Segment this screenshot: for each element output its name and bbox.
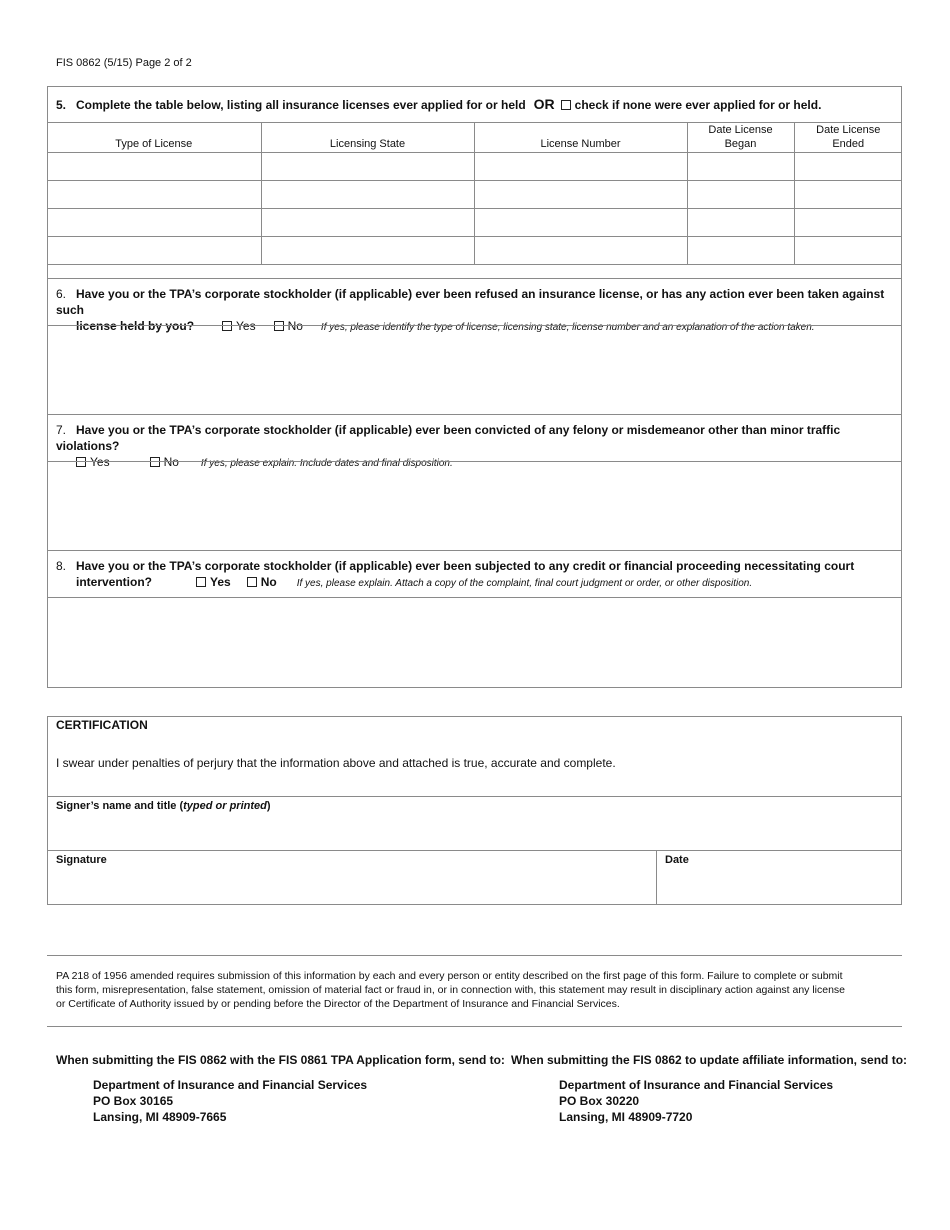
certification-title: CERTIFICATION <box>56 718 148 732</box>
license-table <box>47 122 902 265</box>
column-header: Type of License <box>47 122 261 152</box>
question-8-note: If yes, please explain. Attach a copy of the complaint, final court judgment or order, or other disposition. <box>296 578 753 589</box>
question-number: 6. <box>56 287 67 301</box>
none-checkbox[interactable] <box>561 100 571 110</box>
no-label: No <box>287 319 303 333</box>
table-cell[interactable] <box>47 236 261 264</box>
table-cell[interactable] <box>261 208 474 236</box>
divider <box>47 550 902 551</box>
certification-statement: I swear under penalties of perjury that the information above and attached is true, accurate and complete. <box>56 756 616 770</box>
legal-notice: PA 218 of 1956 amended requires submission of this information by each and every person or entity described on the first page of this form. Failure to complete or submit this form, misrepresentation, false statement, omission of material fact or fraud in, or in connection with, this statement may result in disciplinary action against any license or Certificate of Authority issued by or pending before the Director of the Department of Insurance and Financial Services. <box>56 970 846 1010</box>
table-cell[interactable] <box>474 180 687 208</box>
or-label: OR <box>533 96 555 112</box>
divider <box>47 278 902 279</box>
signer-label-italic: typed or printed <box>183 800 267 812</box>
table-cell[interactable] <box>687 208 794 236</box>
table-cell[interactable] <box>474 236 687 264</box>
table-cell[interactable] <box>47 180 261 208</box>
table-cell[interactable] <box>47 208 261 236</box>
address-line: Department of Insurance and Financial Services <box>559 1078 834 1092</box>
yes-label: Yes <box>90 455 110 469</box>
question-5 <box>56 96 896 113</box>
divider <box>47 850 902 851</box>
send-left-address <box>93 1077 367 1125</box>
table-cell[interactable] <box>687 180 794 208</box>
date-label: Date <box>665 854 689 866</box>
question-number: 5. <box>56 98 67 112</box>
question-number: 8. <box>56 559 67 573</box>
send-right-heading: When submitting the FIS 0862 to update affiliate information, send to: <box>511 1053 908 1067</box>
table-cell[interactable] <box>794 236 902 264</box>
address-line: Department of Insurance and Financial Services <box>93 1078 368 1092</box>
address-line: Lansing, MI 48909-7720 <box>559 1110 693 1124</box>
table-cell[interactable] <box>261 236 474 264</box>
no-label: No <box>163 455 179 469</box>
address-line: Lansing, MI 48909-7665 <box>93 1110 227 1124</box>
signature-field[interactable] <box>48 868 655 903</box>
question-6-note: If yes, please identify the type of license, licensing state, license number and an explanation of the action taken. <box>320 322 815 333</box>
divider <box>656 850 657 904</box>
table-cell[interactable] <box>687 152 794 180</box>
question-8-text-cont: intervention? <box>76 575 153 589</box>
table-row <box>47 152 902 180</box>
signer-label-end: ) <box>266 800 271 812</box>
table-cell[interactable] <box>687 236 794 264</box>
no-checkbox[interactable] <box>247 577 257 587</box>
table-row <box>47 236 902 264</box>
date-field[interactable] <box>658 868 901 903</box>
table-cell[interactable] <box>474 152 687 180</box>
column-header: License Number <box>474 122 687 152</box>
column-header-text: Date License Began <box>708 123 773 150</box>
signer-label-text: Signer’s name and title ( <box>56 800 184 812</box>
divider <box>47 796 902 797</box>
question-8 <box>56 558 896 592</box>
table-cell[interactable] <box>794 180 902 208</box>
yes-checkbox[interactable] <box>196 577 206 587</box>
table-cell[interactable] <box>794 152 902 180</box>
signature-label: Signature <box>56 854 107 866</box>
table-row <box>47 180 902 208</box>
question-number: 7. <box>56 423 67 437</box>
form-id: FIS 0862 (5/15) Page 2 of 2 <box>56 57 192 69</box>
signer-name-field[interactable] <box>48 814 901 849</box>
send-right-address <box>559 1077 833 1125</box>
yes-label: Yes <box>236 319 256 333</box>
question-6-text: Have you or the TPA’s corporate stockholder (if applicable) ever been refused an insurance license, or has any action ever been taken against such <box>56 287 885 317</box>
answer-8-area[interactable] <box>48 598 901 687</box>
divider <box>47 955 902 956</box>
none-checkbox-label: check if none were ever applied for or held. <box>574 98 822 112</box>
table-cell[interactable] <box>47 152 261 180</box>
send-left-heading: When submitting the FIS 0862 with the FIS 0861 TPA Application form, send to: <box>56 1053 505 1067</box>
column-header-text: Date License Ended <box>816 123 881 150</box>
answer-6-area[interactable] <box>48 326 901 414</box>
yes-label: Yes <box>210 575 231 589</box>
table-row <box>47 208 902 236</box>
signer-name-label <box>56 800 271 812</box>
question-6-text-cont: license held by you? <box>76 319 195 333</box>
table-cell[interactable] <box>261 180 474 208</box>
question-7-note: If yes, please explain. Include dates and final disposition. <box>200 458 453 469</box>
address-line: PO Box 30165 <box>93 1094 174 1108</box>
address-line: PO Box 30220 <box>559 1094 640 1108</box>
divider <box>47 414 902 415</box>
column-header: Licensing State <box>261 122 474 152</box>
divider <box>47 1026 902 1027</box>
table-cell[interactable] <box>261 152 474 180</box>
column-header <box>794 122 902 152</box>
column-header <box>687 122 794 152</box>
answer-7-area[interactable] <box>48 462 901 550</box>
question-5-text: Complete the table below, listing all insurance licenses ever applied for or held <box>76 98 526 112</box>
table-cell[interactable] <box>794 208 902 236</box>
question-7-text: Have you or the TPA’s corporate stockholder (if applicable) ever been convicted of any felony or misdemeanor other than minor traffic violations? <box>56 423 841 453</box>
no-label: No <box>260 575 277 589</box>
table-cell[interactable] <box>474 208 687 236</box>
table-header-row <box>47 122 902 152</box>
question-8-text: Have you or the TPA’s corporate stockholder (if applicable) ever been subjected to any credit or financial proceeding necessitating court <box>76 559 855 573</box>
